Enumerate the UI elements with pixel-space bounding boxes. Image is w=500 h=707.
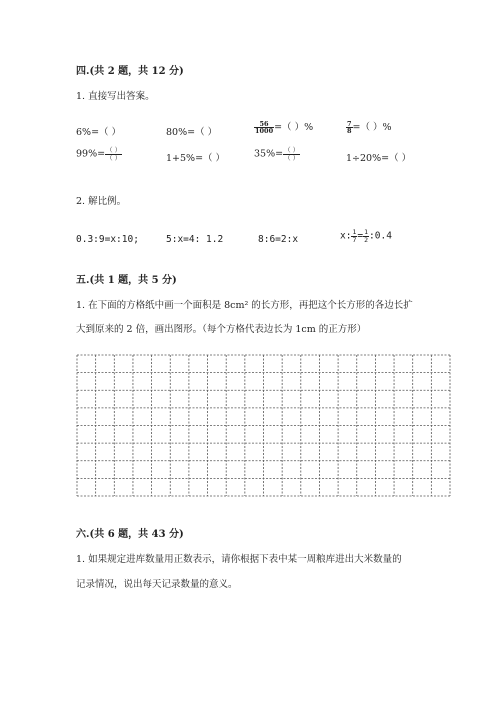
problem-4-1-b: 80%=（ ）: [166, 127, 218, 138]
question-4-2-text: 2. 解比例。: [76, 196, 127, 207]
proportion-a: 0.3:9=x:10;: [76, 234, 139, 245]
fraction-56-1000: [254, 121, 274, 135]
fraction-denominator: 1000: [255, 127, 274, 135]
problem-4-1-d-tail: =（ ）%: [352, 122, 392, 133]
section-5-heading: 五.(共 1 题，共 5 分): [76, 275, 177, 286]
question-5-1-line-1: 1. 在下面的方格纸中画一个面积是 8cm² 的长方形，再把这个长方形的各边长扩: [76, 300, 413, 311]
problem-4-1-g-pre: 35%=: [254, 148, 284, 160]
section-4-heading: 四.(共 2 题，共 12 分): [76, 66, 184, 77]
fraction-denominator: 8: [347, 127, 352, 135]
fraction-denominator: 7: [352, 235, 357, 244]
problem-4-1-e: [76, 147, 122, 161]
fraction-numerator: 1: [364, 228, 369, 236]
proportion-c: 8:6=2:x: [258, 234, 299, 245]
proportion-d: [340, 229, 392, 243]
fraction-numerator: 1: [352, 228, 357, 236]
problem-4-1-c: [254, 119, 313, 135]
problem-4-1-a: 6%=（ ）: [76, 127, 122, 138]
question-6-1-line-2: 记录情况，说出每天记录数量的意义。: [76, 579, 238, 590]
grid-paper[interactable]: [76, 354, 451, 497]
fraction-blank: [105, 147, 122, 161]
section-6-heading: 六.(共 6 题，共 43 分): [76, 529, 184, 540]
problem-4-1-d: [346, 119, 392, 135]
question-5-1-line-2: 大到原来的 2 倍，画出图形。（每个方格代表边长为 1cm 的正方形）: [76, 324, 367, 335]
fraction-numerator: （ ）: [284, 146, 300, 154]
fraction-numerator: （ ）: [106, 146, 122, 154]
problem-4-1-f: 1+5%=（ ）: [166, 153, 226, 164]
fraction-numerator: 7: [347, 119, 352, 128]
problem-4-1-g: [254, 147, 300, 161]
problem-4-1-h: 1÷20%=（ ）: [346, 153, 412, 164]
proportion-d-pre: x:: [340, 230, 352, 242]
fraction-denominator: 2: [364, 235, 369, 244]
proportion-d-eq: =: [357, 230, 364, 242]
fraction-numerator: 56: [254, 121, 274, 129]
question-4-1-text: 1. 直接写出答案。: [76, 91, 155, 102]
fraction-blank: [283, 147, 300, 161]
grid-paper-svg: [76, 354, 451, 497]
problem-4-1-e-pre: 99%=: [76, 148, 106, 160]
proportion-b: 5:x=4: 1.2: [166, 234, 224, 245]
question-6-1-line-1: 1. 如果规定进库数量用正数表示，请你根据下表中某一周粮库进出大米数量的: [76, 554, 402, 565]
fraction-denominator: （ ）: [284, 153, 300, 162]
fraction-denominator: （ ）: [106, 153, 122, 162]
proportion-d-tail: :0.4: [369, 230, 392, 242]
problem-4-1-c-tail: =（ ）%: [274, 122, 314, 133]
